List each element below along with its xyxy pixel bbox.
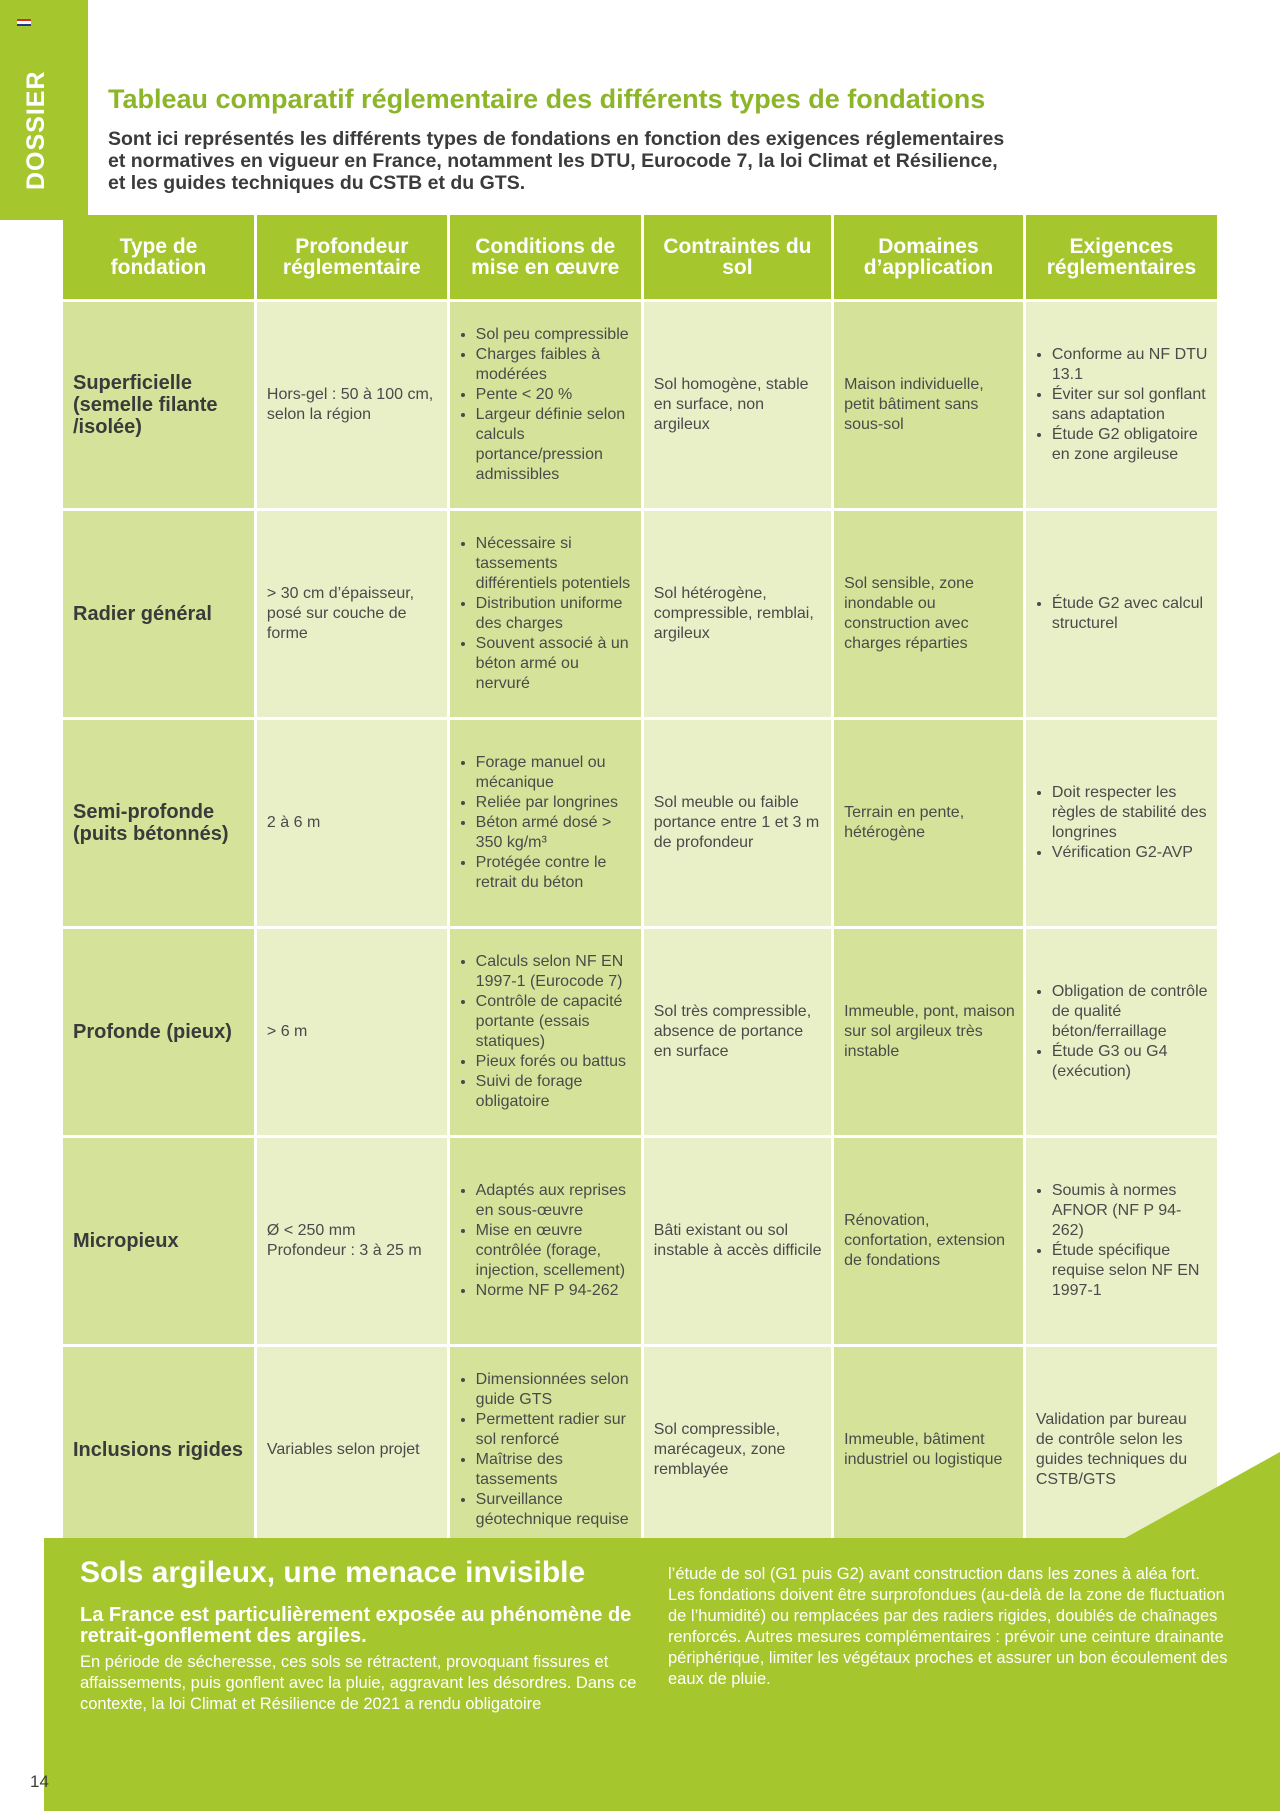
header-depth: Profondeur réglementaire [257,215,447,299]
foundation-type: Inclusions rigides [73,1439,244,1461]
table-row [63,302,1217,508]
list-item: • Nécessaire si tassements différentiels potentiels [476,534,633,594]
depth-cell: Variables selon projet [257,1347,447,1553]
table-row [63,929,1217,1135]
list-item: • Dimensionnées selon guide GTS [476,1370,633,1410]
list-item: • Béton armé dosé > 350 kg/m³ [476,813,633,853]
list-item: • Souvent associé à un béton armé ou nervuré [476,634,633,694]
list-item: • Distribution uniforme des charges [476,594,633,634]
foundation-type: Profonde (pieux) [73,1021,232,1043]
intro-line: Sont ici représentés les différents types de fondations en fonction des exigences réglementaires [108,128,1005,150]
foundation-type: Semi-profonde (puits bétonnés) [73,801,229,845]
domains-cell: Maison individuelle, petit bâtiment sans sous-sol [834,302,1023,508]
table-row [63,1138,1217,1344]
list-item: • Norme NF P 94-262 [476,1281,633,1301]
foundation-type: Superficielle (semelle filante /isolée) [73,372,218,438]
page-number: 14 [30,1772,49,1791]
header-soil: Contraintes du sol [644,215,831,299]
soil-cell: Sol compressible, marécageux, zone remblayée [644,1347,831,1553]
conditions-cell [450,302,641,508]
list-item: • Permettent radier sur sol renforcé [476,1410,633,1450]
soil-cell: Sol très compressible, absence de portance en surface [644,929,831,1135]
foundation-type: Micropieux [73,1230,179,1252]
list-item: • Contrôle de capacité portante (essais statiques) [476,992,633,1052]
list-item: • Étude spécifique requise selon NF EN 1997-1 [1052,1241,1209,1301]
foundations-table [60,212,1220,1556]
requirements-cell [1026,1138,1217,1344]
list-item: • Étude G2 obligatoire en zone argileuse [1052,425,1209,465]
info-box-title: Sols argileux, une menace invisible [80,1556,586,1589]
requirements-cell [1026,511,1217,717]
list-item: • Largeur définie selon calculs portance/pression admissibles [476,405,633,485]
depth-cell: > 6 m [257,929,447,1135]
list-item: • Éviter sur sol gonflant sans adaptation [1052,385,1209,425]
conditions-cell [450,929,641,1135]
list-item: • Adaptés aux reprises en sous-œuvre [476,1181,633,1221]
requirements-cell [1026,720,1217,926]
list-item: • Doit respecter les règles de stabilité des longrines [1052,783,1209,843]
soil-cell: Bâti existant ou sol instable à accès difficile [644,1138,831,1344]
info-box-lead: La France est particulièrement exposée au phénomène de retrait-gonflement des argiles. [80,1604,632,1647]
list-item: • Mise en œuvre contrôlée (forage, injection, scellement) [476,1221,633,1281]
domains-cell: Rénovation, confortation, extension de fondations [834,1138,1023,1344]
requirements-cell [1026,302,1217,508]
list-item: • Étude G3 ou G4 (exécution) [1052,1042,1209,1082]
domains-cell: Sol sensible, zone inondable ou construction avec charges réparties [834,511,1023,717]
info-box-text: En période de sécheresse, ces sols se rétractent, provoquant fissures et affaissements, puis gonflent avec la pluie, aggravant les désordres. Dans ce contexte, la loi Climat et Résilience de 2021 a rendu obligatoire [80,1653,637,1713]
soil-cell: Sol homogène, stable en surface, non argileux [644,302,831,508]
list-item: • Pieux forés ou battus [476,1052,633,1072]
list-item: • Sol peu compressible [476,325,633,345]
soil-cell: Sol hétérogène, compressible, remblai, argileux [644,511,831,717]
list-item: • Forage manuel ou mécanique [476,753,633,793]
french-flag-icon [17,19,31,26]
list-item: • Obligation de contrôle de qualité béton/ferraillage [1052,982,1209,1042]
list-item: • Suivi de forage obligatoire [476,1072,633,1112]
section-label: DOSSIER [22,70,50,190]
list-item: • Pente < 20 % [476,385,633,405]
intro-line: et les guides techniques du CSTB et du GTS. [108,172,526,194]
table-row [63,1347,1217,1553]
table-row [63,511,1217,717]
conditions-cell [450,1347,641,1553]
list-item: • Maîtrise des tassements [476,1450,633,1490]
requirements-cell [1026,929,1217,1135]
conditions-cell [450,511,641,717]
list-item: • Reliée par longrines [476,793,633,813]
header-type: Type de fondation [63,215,254,299]
foundation-type: Radier général [73,603,212,625]
header-requirements: Exigences réglementaires [1026,215,1217,299]
list-item: • Vérification G2-AVP [1052,843,1209,863]
header-domains: Domaines d’application [834,215,1023,299]
list-item: • Étude G2 avec calcul structurel [1052,594,1209,634]
list-item: • Protégée contre le retrait du béton [476,853,633,893]
list-item: • Surveillance géotechnique requise [476,1490,633,1530]
domains-cell: Terrain en pente, hétérogène [834,720,1023,926]
table-row [63,720,1217,926]
header-conditions: Conditions de mise en œuvre [450,215,641,299]
domains-cell: Immeuble, bâtiment industriel ou logistique [834,1347,1023,1553]
list-item: • Calculs selon NF EN 1997-1 (Eurocode 7) [476,952,633,992]
info-box-text: l’étude de sol (G1 puis G2) avant construction dans les zones à aléa fort. Les fondations doivent être surprofondues (au-delà de la zone de fluctuation de l’humidité) ou remplacées par des radiers rigides, doublés de chaînages renforcés. Autres mesures complémentaires : prévoir une ceinture drainante périphérique, limiter les végétaux proches et assurer un bon écoulement des eaux de pluie. [668,1565,1228,1688]
table-header-row [63,215,1217,299]
list-item: • Charges faibles à modérées [476,345,633,385]
conditions-cell [450,1138,641,1344]
requirements-cell: Validation par bureau de contrôle selon les guides techniques du CSTB/GTS [1026,1347,1217,1553]
depth-cell: 2 à 6 m [257,720,447,926]
list-item: • Conforme au NF DTU 13.1 [1052,345,1209,385]
depth-cell: Ø < 250 mm Profondeur : 3 à 25 m [257,1138,447,1344]
depth-cell: Hors-gel : 50 à 100 cm, selon la région [257,302,447,508]
depth-cell: > 30 cm d’épaisseur, posé sur couche de forme [257,511,447,717]
intro-line: et normatives en vigueur en France, notamment les DTU, Eurocode 7, la loi Climat et Résilience, [108,150,998,172]
conditions-cell [450,720,641,926]
corner-accent [1100,1452,1280,1552]
intro-text [108,128,1108,194]
page-title: Tableau comparatif réglementaire des différents types de fondations [108,84,986,114]
list-item: • Soumis à normes AFNOR (NF P 94-262) [1052,1181,1209,1241]
soil-cell: Sol meuble ou faible portance entre 1 et 3 m de profondeur [644,720,831,926]
domains-cell: Immeuble, pont, maison sur sol argileux très instable [834,929,1023,1135]
